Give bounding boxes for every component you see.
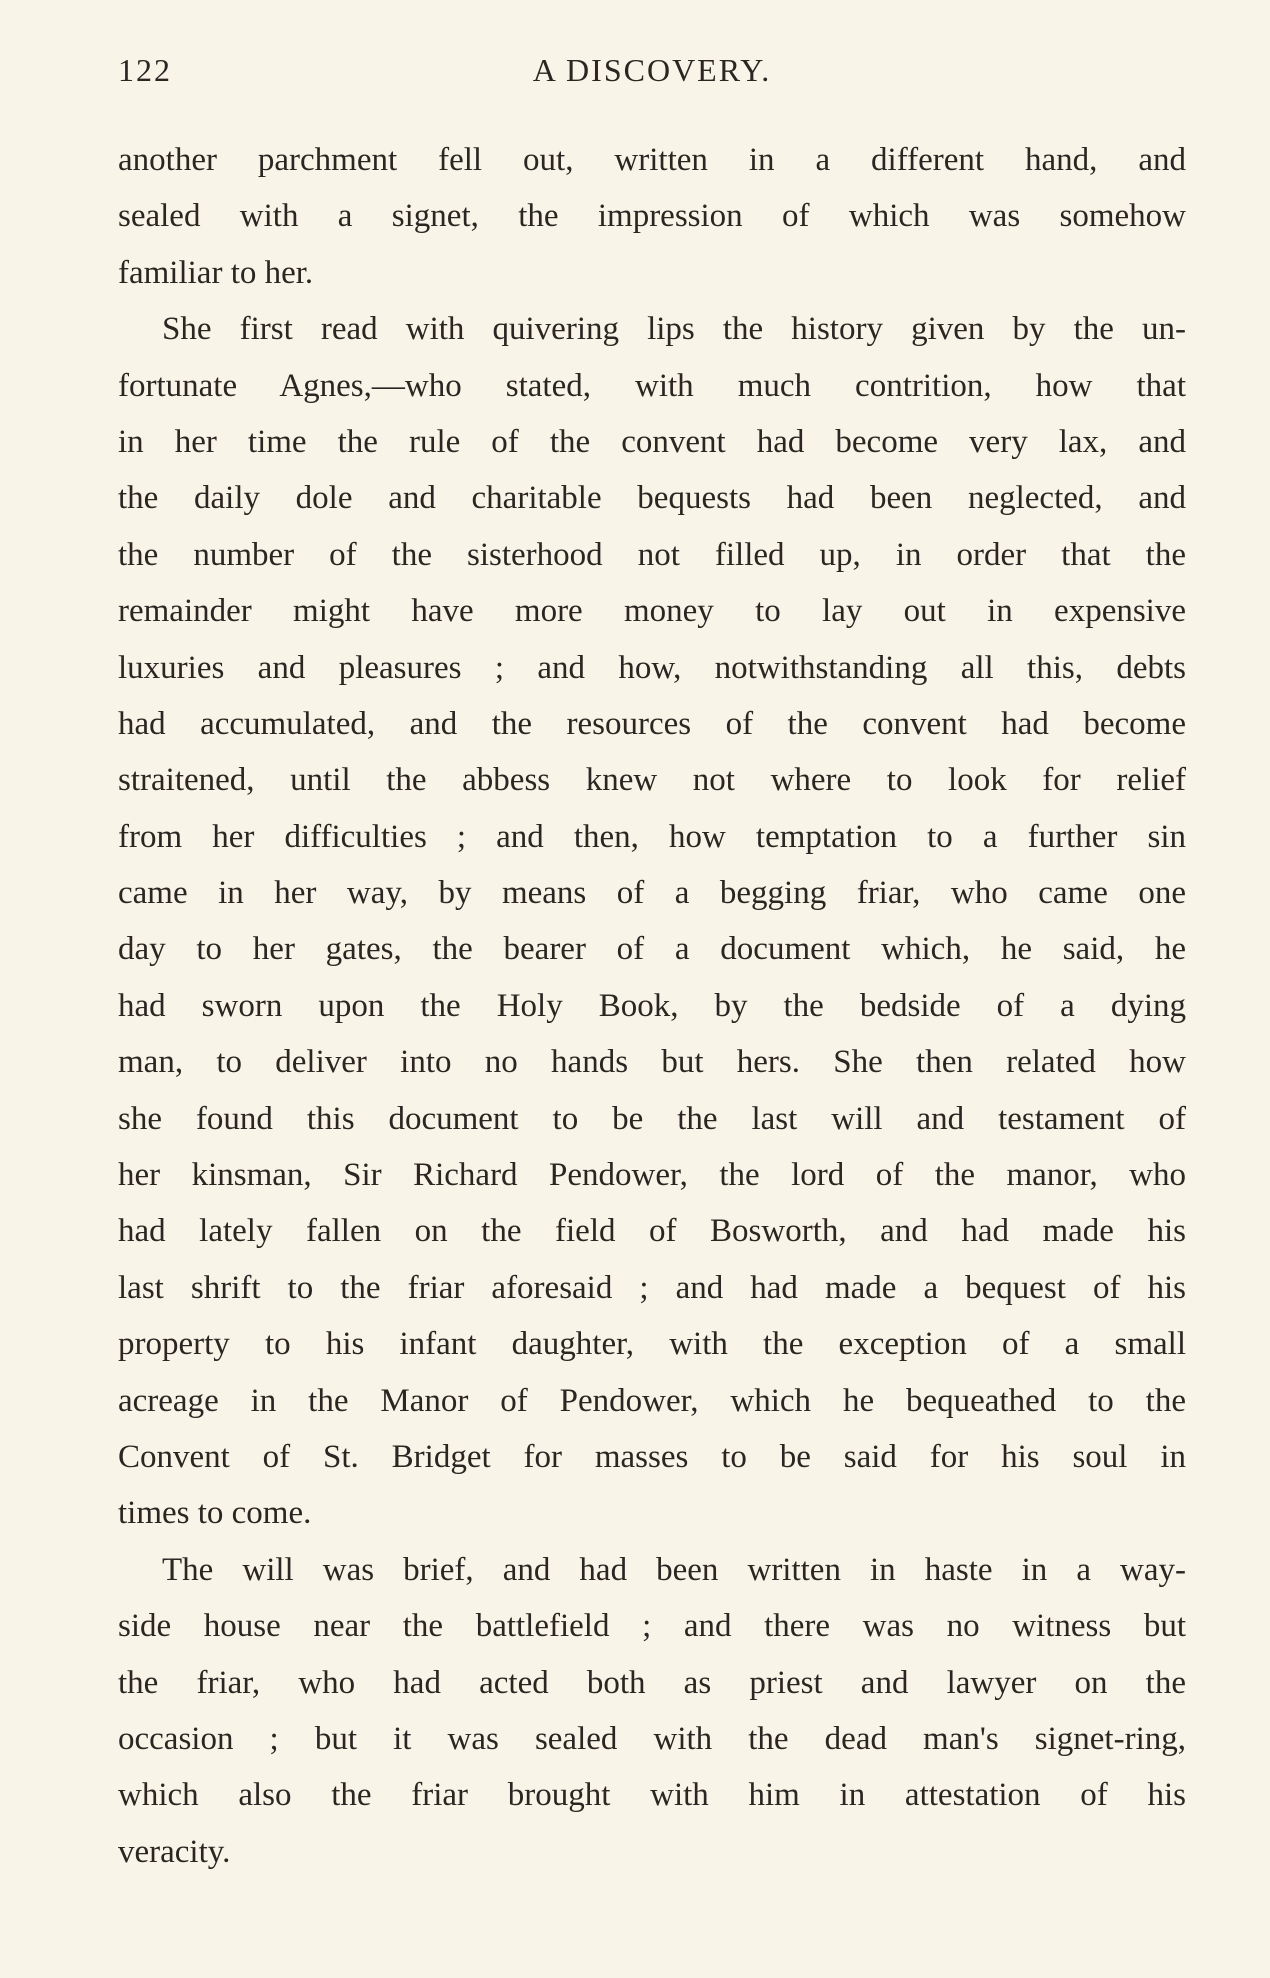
text-line: Convent of St. Bridget for masses to be said for his soul in [118, 1438, 1186, 1475]
text-line: had accumulated, and the resources of the convent had become [118, 705, 1186, 742]
text-line: straitened, until the abbess knew not where to look for relief [118, 762, 1186, 799]
text-line: remainder might have more money to lay out in expensive [118, 593, 1186, 630]
text-line: luxuries and pleasures ; and how, notwithstanding all this, debts [118, 649, 1186, 686]
running-title: A DISCOVERY. [532, 52, 772, 88]
text-line: from her difficulties ; and then, how temptation to a further sin [118, 818, 1186, 855]
text-line: the daily dole and charitable bequests had been neglected, and [118, 480, 1186, 517]
text-line: the friar, who had acted both as priest and lawyer on the [118, 1664, 1186, 1701]
text-line: times to come. [118, 1495, 312, 1532]
page-number: 122 [118, 52, 172, 88]
text-line: sealed with a signet, the impression of which was somehow [118, 198, 1186, 235]
text-line: which also the friar brought with him in attestation of his [118, 1777, 1186, 1814]
text-line: in her time the rule of the convent had become very lax, and [118, 423, 1186, 460]
text-line: another parchment fell out, written in a different hand, and [118, 142, 1186, 178]
text-line: veracity. [118, 1833, 231, 1870]
text-line: side house near the battlefield ; and there was no witness but [118, 1608, 1186, 1645]
text-line: She first read with quivering lips the history given by the un- [162, 311, 1186, 348]
text-line: had sworn upon the Holy Book, by the bedside of a dying [118, 987, 1186, 1024]
body-text [118, 132, 1186, 1880]
text-line: familiar to her. [118, 254, 314, 291]
text-line: came in her way, by means of a begging friar, who came one [118, 875, 1186, 912]
text-line: last shrift to the friar aforesaid ; and had made a bequest of his [118, 1269, 1186, 1306]
text-line: the number of the sisterhood not filled up, in order that the [118, 536, 1186, 573]
text-line: had lately fallen on the field of Bosworth, and had made his [118, 1213, 1186, 1250]
text-line: her kinsman, Sir Richard Pendower, the lord of the manor, who [118, 1157, 1186, 1194]
text-line: occasion ; but it was sealed with the dead man's signet-ring, [118, 1720, 1186, 1757]
text-line: she found this document to be the last will and testament of [118, 1100, 1186, 1137]
text-line: property to his infant daughter, with the exception of a small [118, 1326, 1186, 1363]
text-line: The will was brief, and had been written in haste in a way- [162, 1551, 1186, 1588]
running-head [118, 52, 1186, 102]
text-line: day to her gates, the bearer of a document which, he said, he [118, 931, 1186, 968]
text-line: man, to deliver into no hands but hers. She then related how [118, 1044, 1186, 1081]
text-line: fortunate Agnes,—who stated, with much contrition, how that [118, 367, 1186, 404]
text-line: acreage in the Manor of Pendower, which he bequeathed to the [118, 1382, 1186, 1419]
